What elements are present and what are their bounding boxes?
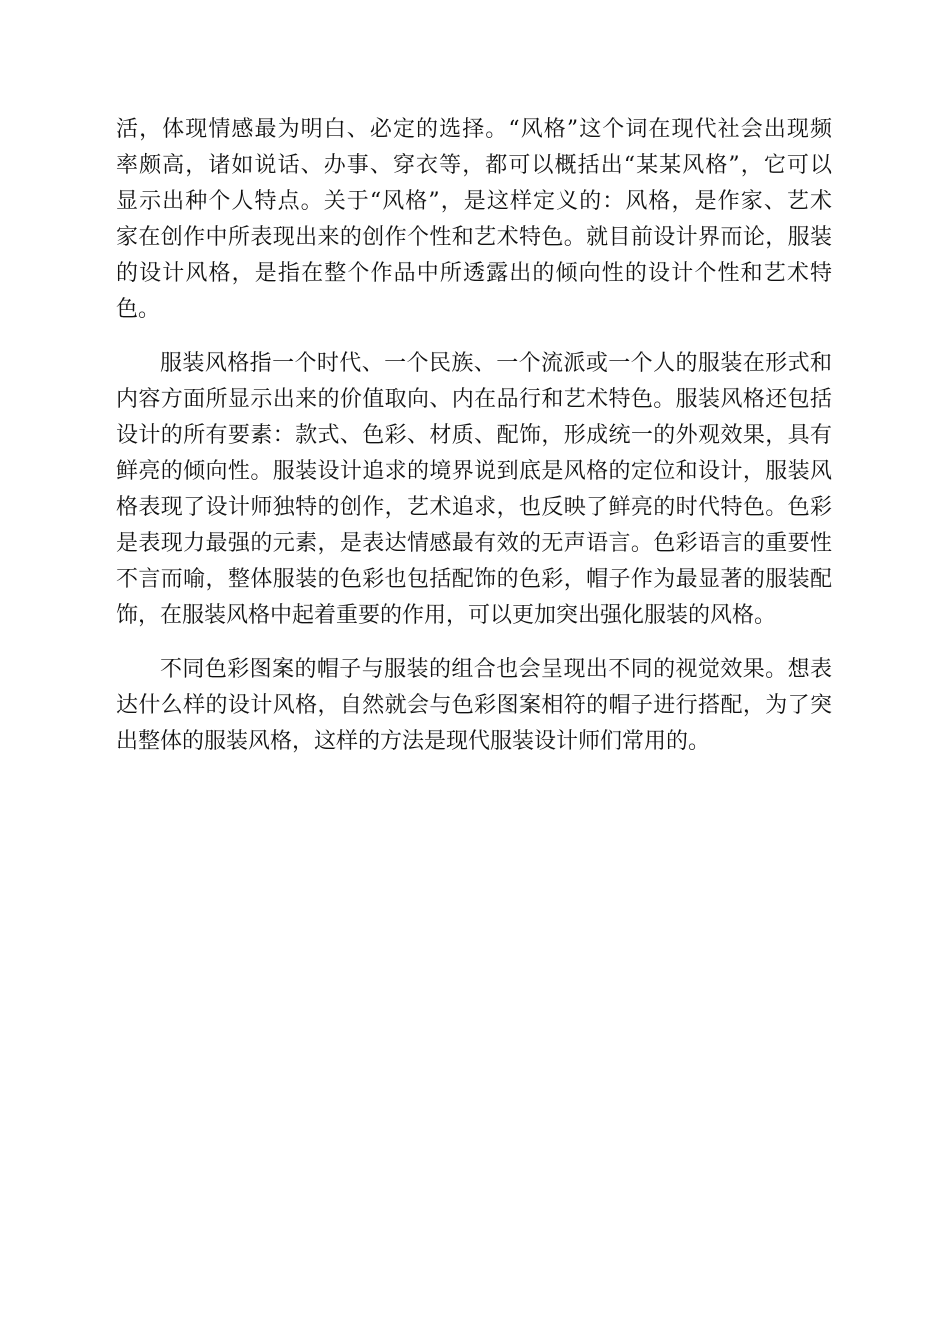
text-line: 出整体的服装风格，这样的方法是现代服装设计师们常用的。: [116, 729, 711, 754]
text-line: 的设计风格，是指在整个作品中所透露出的倾向性的设计个性和艺术特: [116, 261, 832, 286]
text-line: 色。: [116, 297, 161, 322]
text-line: 内容方面所显示出来的价值取向、内在品行和艺术特色。服装风格还包括: [116, 387, 832, 412]
text-line: 率颇高，诸如说话、办事、穿衣等，都可以概括出“某某风格”，它可以: [116, 153, 832, 178]
text-line: 不言而喻，整体服装的色彩也包括配饰的色彩，帽子作为最显著的服装配: [116, 567, 832, 592]
paragraph-1: [116, 112, 832, 328]
text-line: 显示出种个人特点。关于“风格”，是这样定义的：风格，是作家、艺术: [116, 189, 832, 214]
text-line: 设计的所有要素：款式、色彩、材质、配饰，形成统一的外观效果，具有: [116, 423, 832, 448]
text-line: 格表现了设计师独特的创作，艺术追求，也反映了鲜亮的时代特色。色彩: [116, 495, 832, 520]
text-line: 达什么样的设计风格，自然就会与色彩图案相符的帽子进行搭配，为了突: [116, 693, 832, 718]
document-body: [116, 112, 832, 760]
text-line: 是表现力最强的元素，是表达情感最有效的无声语言。色彩语言的重要性: [116, 531, 832, 556]
text-line: 服装风格指一个时代、一个民族、一个流派或一个人的服装在形式和: [160, 351, 832, 376]
text-line: 饰，在服装风格中起着重要的作用，可以更加突出强化服装的风格。: [116, 603, 777, 628]
text-line: 鲜亮的倾向性。服装设计追求的境界说到底是风格的定位和设计，服装风: [116, 459, 832, 484]
text-line: 不同色彩图案的帽子与服装的组合也会呈现出不同的视觉效果。想表: [160, 657, 832, 682]
paragraph-2: [116, 346, 832, 634]
text-line: 家在创作中所表现出来的创作个性和艺术特色。就目前设计界而论，服装: [116, 225, 832, 250]
text-line: 活，体现情感最为明白、必定的选择。“风格”这个词在现代社会出现频: [116, 117, 832, 142]
paragraph-3: [116, 652, 832, 760]
